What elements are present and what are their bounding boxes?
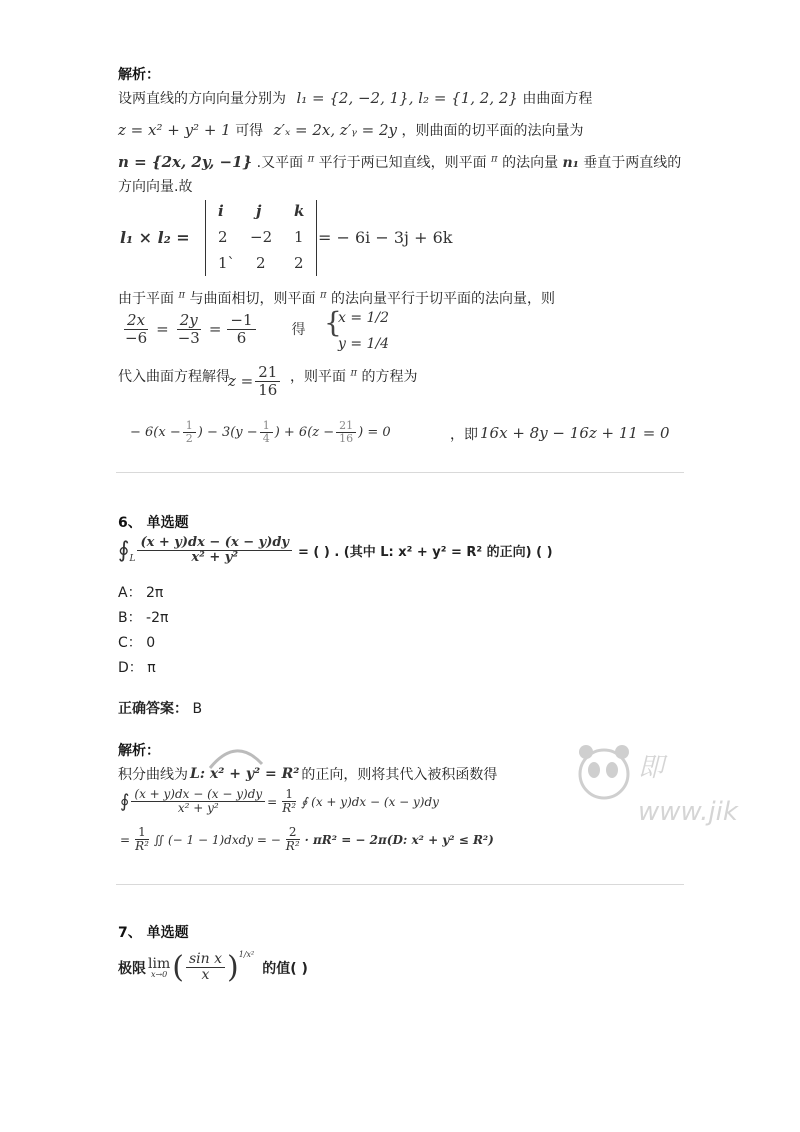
- denominator: 2: [185, 432, 193, 446]
- text: 的法向量平行于切平面的法向量，则: [330, 291, 555, 307]
- brace-icon: {: [324, 306, 342, 339]
- pi-symbol: π: [307, 153, 315, 165]
- denominator: x: [201, 967, 210, 983]
- matrix-cell: i: [218, 202, 224, 220]
- numerator: 1: [260, 420, 273, 433]
- fraction: [227, 312, 255, 346]
- normal-n1: n₁: [562, 155, 579, 171]
- matrix-cell: 2: [294, 254, 304, 272]
- text: 设两直线的方向向量分别为: [118, 91, 286, 107]
- analysis-line-6: [118, 366, 230, 386]
- text: ) = 0: [358, 425, 391, 441]
- equals: =: [208, 320, 222, 338]
- text: ，则平面: [290, 369, 346, 385]
- numerator: −1: [227, 312, 255, 330]
- fraction: [186, 952, 225, 984]
- divider: [116, 884, 684, 885]
- numerator: 2x: [124, 312, 148, 330]
- numerator: sin x: [186, 952, 225, 968]
- partial-derivatives: z′ₓ = 2x, z′ᵧ = 2y: [273, 121, 397, 139]
- text: 的法向量: [502, 155, 559, 171]
- numerator: 2y: [177, 312, 201, 330]
- analysis-heading: 解析：: [118, 67, 160, 83]
- subscript: L: [129, 553, 136, 564]
- text: ) − 3(y −: [197, 425, 258, 441]
- text: ) + 6(z −: [274, 425, 335, 441]
- denominator: 16: [339, 432, 354, 446]
- analysis-line-1: [118, 88, 592, 108]
- contour-integral-icon: ∮: [118, 538, 130, 564]
- question-6-condition: = ( ) . (其中 L: x² + y² = R² 的正向) ( ): [297, 545, 553, 561]
- numerator: 1: [282, 788, 296, 802]
- text: 可得: [235, 123, 264, 139]
- correct-answer: [118, 698, 202, 718]
- matrix-cell: k: [294, 202, 305, 220]
- text: 得: [291, 322, 306, 338]
- denominator: 4: [262, 432, 270, 446]
- fraction: [183, 420, 196, 445]
- pi-symbol: π: [350, 367, 358, 379]
- pi-symbol: π: [178, 289, 186, 301]
- paren-close: ): [226, 950, 239, 985]
- text: 由曲面方程: [522, 91, 593, 107]
- denominator: −3: [177, 328, 200, 347]
- text: 的方程为: [361, 369, 418, 385]
- fraction: [336, 420, 356, 445]
- analysis-line-3: [118, 152, 681, 172]
- answer-value: B: [192, 701, 203, 717]
- question-7-number: 7、 单选题: [118, 925, 189, 941]
- watermark: [576, 740, 800, 870]
- ratio-equation: [120, 312, 306, 346]
- equals: =: [267, 794, 278, 809]
- fraction: [260, 420, 273, 445]
- numerator: 1: [135, 826, 149, 840]
- analysis-heading: 解析：: [118, 743, 160, 759]
- text: 与曲面相切，则平面: [189, 291, 316, 307]
- matrix-cell: 2: [218, 228, 228, 246]
- solution-y: y = 1/4: [338, 336, 390, 352]
- question-7-stem: [118, 950, 308, 985]
- text: − 6(x −: [130, 425, 181, 441]
- text: 垂直于两直线的: [583, 155, 682, 171]
- divider: [116, 472, 684, 473]
- answer-label: 正确答案：: [118, 701, 188, 717]
- analysis-line-6b: [290, 366, 417, 386]
- denominator: R²: [282, 801, 297, 816]
- denominator: 6: [236, 328, 247, 347]
- text: .又平面: [256, 155, 304, 171]
- ji-text: ，即: [450, 427, 478, 443]
- determinant-matrix: [205, 200, 317, 276]
- q6-analysis-line-3: [120, 826, 494, 853]
- matrix-cell: j: [256, 202, 262, 220]
- double-integral: ∬ (− 1 − 1)dxdy = −: [153, 832, 281, 847]
- denominator: R²: [285, 839, 300, 854]
- option-c[interactable]: C： 0: [118, 635, 156, 651]
- normal-vector: n = {2x, 2y, −1}: [118, 153, 253, 171]
- text: 代入曲面方程解得: [118, 369, 230, 385]
- text: 的正向，则将其代入被积函数得: [301, 767, 498, 783]
- integral-expression: ∮ (x + y)dx − (x − y)dy: [301, 794, 439, 809]
- paren-open: (: [172, 950, 184, 985]
- matrix-cell: −2: [250, 228, 273, 246]
- question-6-stem: [118, 536, 553, 566]
- analysis-line-4: 方向向量.故: [118, 179, 193, 195]
- plane-equation: [130, 420, 391, 445]
- denominator: −6: [125, 328, 148, 347]
- text: 积分曲线为: [118, 767, 188, 783]
- text: 由于平面: [118, 291, 174, 307]
- denominator: x² + y²: [177, 801, 219, 816]
- numerator: (x + y)dx − (x − y)dy: [137, 536, 292, 551]
- option-a[interactable]: A： 2π: [118, 585, 164, 601]
- denominator: x² + y²: [191, 550, 239, 566]
- q6-analysis-line-1: [118, 764, 497, 784]
- equals: =: [120, 832, 131, 847]
- pi-symbol: π: [319, 289, 327, 301]
- denominator: 16: [258, 380, 278, 399]
- fraction: [122, 312, 150, 346]
- fraction: [175, 312, 203, 346]
- analysis-line-5: [118, 288, 555, 308]
- analysis-line-2: [118, 120, 583, 140]
- text: 极限: [118, 960, 146, 977]
- pi-symbol: π: [491, 153, 498, 165]
- watermark-text: 即 www.jik: [638, 753, 738, 827]
- z-value: [228, 364, 282, 398]
- numerator: 1: [183, 420, 196, 433]
- option-d[interactable]: D： π: [118, 660, 156, 676]
- cross-product-result: = − 6i − 3j + 6k: [318, 228, 453, 247]
- fraction: [132, 826, 152, 853]
- lim: lim: [148, 955, 171, 972]
- matrix-cell: 1: [294, 228, 304, 246]
- text: z =: [228, 372, 254, 390]
- limit: [148, 957, 170, 979]
- curve-equation: L: x² + y² = R²: [190, 766, 300, 782]
- direction-vectors: l₁ = {2, −2, 1}, l₂ = {1, 2, 2}: [296, 89, 518, 107]
- fraction: [255, 364, 280, 398]
- question-6-number: 6、 单选题: [118, 515, 189, 531]
- text: 平行于两已知直线，则平面: [318, 155, 487, 171]
- numerator: 21: [255, 364, 280, 382]
- fraction: [283, 826, 303, 853]
- numerator: 21: [336, 420, 356, 433]
- fraction: [137, 536, 292, 566]
- result: · πR² = − 2π(D: x² + y² ≤ R²): [304, 832, 494, 847]
- solution-x: x = 1/2: [338, 310, 390, 326]
- limit-subscript: x→0: [150, 969, 168, 979]
- q6-analysis-line-2: [120, 788, 439, 815]
- matrix-cell: 1`: [218, 254, 236, 272]
- equals: =: [156, 320, 169, 338]
- denominator: R²: [135, 839, 149, 854]
- surface-equation: z = x² + y² + 1: [118, 121, 231, 139]
- exponent: 1/x²: [238, 950, 255, 959]
- text: 的值( ): [262, 960, 308, 977]
- numerator: 2: [286, 826, 300, 840]
- fraction: [279, 788, 299, 815]
- fraction: [131, 788, 265, 815]
- matrix-cell: 2: [256, 254, 266, 272]
- cross-product-lhs: l₁ × l₂ =: [120, 228, 190, 247]
- contour-integral-icon: ∮: [120, 791, 130, 813]
- option-b[interactable]: B： -2π: [118, 610, 169, 626]
- text: ，则曲面的切平面的法向量为: [401, 123, 584, 139]
- numerator: (x + y)dx − (x − y)dy: [131, 788, 265, 802]
- final-plane-equation: 16x + 8y − 16z + 11 = 0: [480, 424, 670, 442]
